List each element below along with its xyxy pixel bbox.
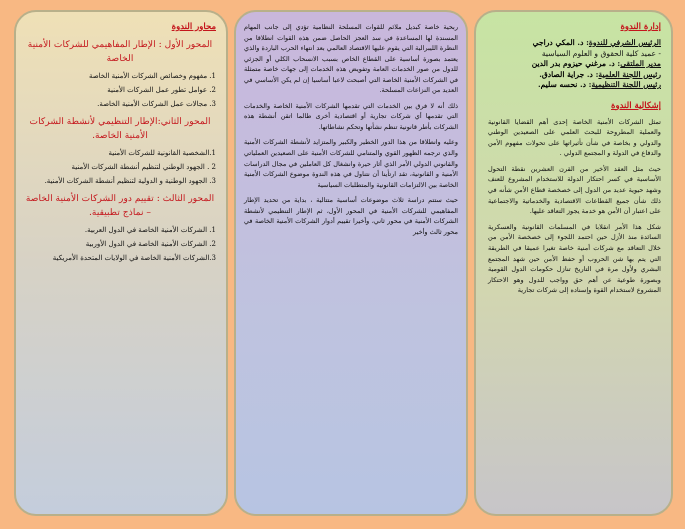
committee-list [488, 38, 661, 91]
committee-row: مدير الملتقى: د. مرغني حيزوم بدر الدين [531, 59, 661, 68]
committee-panel [474, 10, 673, 516]
list-item: 2 . الجهود الوطني لتنظيم أنشطة الشركات الأمنية [71, 163, 216, 171]
axis-1-title: المحور الأول : الإطار المفاهيمي للشركات الأمنية الخاصة [27, 39, 213, 64]
list-item: 1. الشركات الأمنية الخاصة في الدول العربية. [84, 226, 216, 234]
committee-title: إدارة الندوة [620, 22, 661, 32]
axis-2-title: المحور الثاني:الإطار التنظيمي لأنشطة الشركات الأمنية الخاصة. [29, 116, 211, 141]
axis-2-items [24, 146, 216, 188]
committee-row: - عميد كلية الحقوق و العلوم السياسية [541, 48, 661, 58]
list-item: 3.الشركات الأمنية الخاصة في الولايات المتحدة الأمريكية [52, 254, 216, 262]
problem-paragraph: حيث مثل العقد الأخير من القرن العشرين نقطة التحول الأساسية في كسر احتكار الدولة للاستخدام المشروع للعنف وشهد حيوية عديد من الدول إلى خصخصة قطاع الأمن شأنه في ذلك شأن جميع القطاعات الاقتصادية والخدماتية والاجتماعية على اعتبار أن الأمن هو خدمة يجوز التعاقد عليها. [488, 164, 661, 216]
list-item: 2. الشركات الأمنية الخاصة في الدول الأوربية [85, 240, 216, 248]
axes-title: محاور الندوة [171, 22, 216, 32]
description-panel [234, 10, 468, 516]
list-item: 1.الشخصية القانونية للشركات الأمنية [108, 149, 216, 157]
problem-title: إشكالية الندوة [611, 100, 661, 111]
axis-3-items [24, 223, 216, 265]
axis-1-items [24, 69, 216, 111]
committee-row: رئيس اللجنة العلمية: د. جراية الصادق. [539, 69, 661, 79]
list-item: 3. مجالات عمل الشركات الأمنية الخاصة. [97, 100, 216, 108]
description-paragraph: ربحية خاصة كبديل ملائم للقوات المسلحة النظامية تؤدي إلى جانب المهام المسندة لها المساعدة في سد العجز الحاصل ضمن هذه القوات انطلاقا من النظرة الليبرالية التي يقوم عليها الاقتصاد العالمي بعد انتهاء الحرب الباردة والذي يعتمد بصورة أساسية على القطاع الخاص بسبب الانسحاب الكلي أو الجزئي للدول من صور الخدمات العامة وتفويض هذه الخدمات إلى جهات خاصة متمثلة في الشركات الأمنية الخاصة التي أصبحت لاعبا أساسيا إن لم يكن الأساسي في العديد من النزاعات المسلحة. [244, 23, 458, 95]
axes-panel [14, 10, 228, 516]
list-item: 2. عوامل تطور عمل الشركات الأمنية [107, 86, 216, 94]
axis-3-title: المحور الثالث : تقييم دور الشركات الأمنية الخاصة – نماذج تطبيقية. [25, 193, 215, 218]
list-item: 1. مفهوم وخصائص الشركات الأمنية الخاصة [88, 72, 216, 80]
description-paragraph: وعليه وانطلاقا من هذا الدور الخطير والكبير والمتزايد لأنشطة الشركات الأمنية والذي ترجمه الظهور القوي والمتنامي للشركات الأمنية على الصعيدين العملياتي والقانوني الدولي الأمر الذي أثار حيرة وانشغال كل العاملين في مجال الدراسات الأمنية و القانونية، تقد ارتأينا أن نتناول في هذه الندوة موضوع الشركات الأمنية الخاصة بين الالتزامات القانونية والمتطلبات السياسية [244, 138, 458, 189]
problem-paragraph: تمثل الشركات الأمنية الخاصة إحدى أهم القضايا القانونية والعملية المطروحة للبحث العلمي على الصعيدين الوطني والدولي و بخاصة في شأن تأثيراتها على تحولات مفهوم الأمن والدفاع في الدولة و المجتمع الدولي . [488, 117, 661, 158]
list-item: 3. الجهود الوطنية و الدولية لتنظيم أنشطة الشركات الأمنية. [44, 177, 216, 185]
problem-paragraph: شكل هذا الأمر انقلابا في المسلمات القانونية والعسكرية السائدة منذ الأزل حين احتمد اللجوء إلى خصخصة الأمن من خلال التعاقد مع شركات أمنية خاصة تغيرا عميقا في الطريقة التي يتم بها شن الحروب أو حفظ الأمن حين شهد المجتمع البشري ولأول مرة في التاريخ تنازل حكومات الدول القومية وبصورة طوعية عن أهم حق وواجب للدول وهو الاحتكار المشروع لاستخدام القوة وإسناده إلى شركات تجارية [488, 222, 661, 295]
committee-row: رئيس اللجنة التنظيمية: د. نحسه سليم. [537, 80, 661, 89]
committee-row: الرئيس الشرفي للندوة: د. المكي دراجي [532, 38, 661, 47]
description-paragraph: حيث ستتم دراسة ثلاث موضوعات أساسية متتالية ، بداية من تحديد الإطار المفاهيمي للشركات الأمنية في المحور الأول، ثم الإطار التنظيمي لأنشطة الشركات الأمنية في محور ثاني، وأخيرا تقييم أدوار الشركات الأمنية الخاصة في محور ثالث وأخير [244, 196, 458, 236]
description-paragraph: ذلك أنه لا فرق بين الخدمات التي تقدمها الشركات الأمنية الخاصة والخدمات التي تقدمها أي شركات تجارية أو اقتصادية أخرى طالما اتقن أنشطة هذه الشركات بأطر قانونية تنظم نشأتها وتحكم نشاطاتها. [244, 101, 458, 131]
